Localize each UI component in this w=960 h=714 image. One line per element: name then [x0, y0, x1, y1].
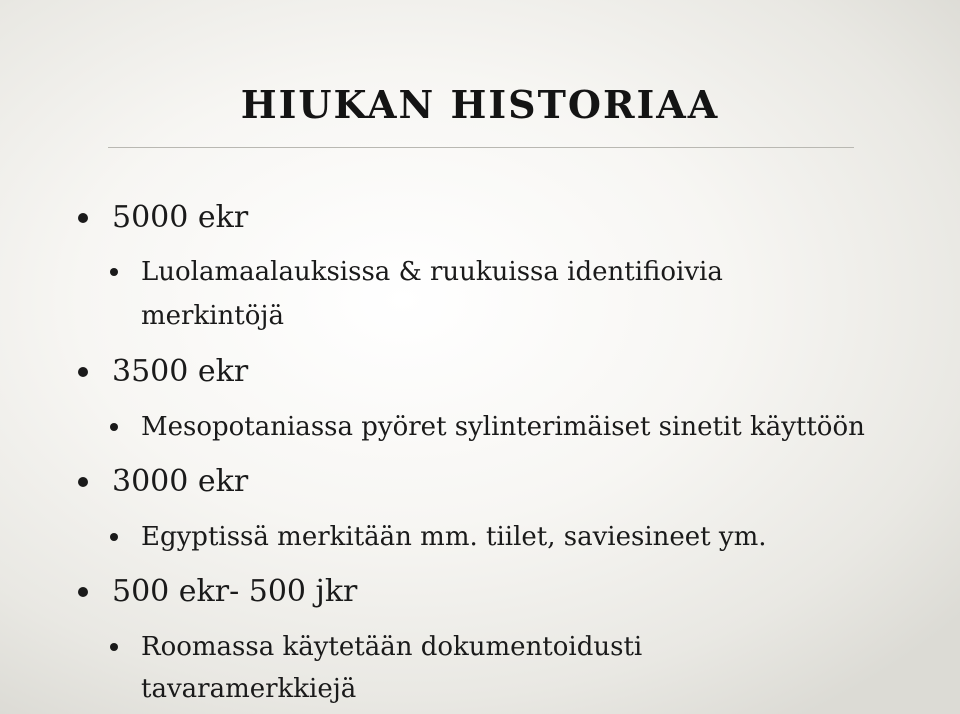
bullet-dot-icon [78, 587, 88, 597]
sub-bullet-5000-line-2: merkintöjä [141, 301, 284, 331]
bullet-3000-ekr: 3000 ekr [112, 464, 249, 499]
sub-bullet-500-line-2: tavaramerkkiejä [141, 674, 357, 704]
bullet-3500-ekr: 3500 ekr [112, 354, 249, 389]
sub-bullet-3500-line-1: Mesopotaniassa pyöret sylinterimäiset sinetit käyttöön [141, 412, 865, 442]
sub-bullet-dot-icon [110, 643, 118, 651]
bullet-dot-icon [78, 367, 88, 377]
bullet-5000-ekr: 5000 ekr [112, 200, 249, 235]
sub-bullet-dot-icon [110, 268, 118, 276]
sub-bullet-dot-icon [110, 423, 118, 431]
sub-bullet-dot-icon [110, 533, 118, 541]
sub-bullet-500-line-1: Roomassa käytetään dokumentoidusti [141, 632, 643, 662]
sub-bullet-5000-line-1: Luolamaalauksissa & ruukuissa identifioivia [141, 257, 723, 287]
bullet-dot-icon [78, 477, 88, 487]
bullet-dot-icon [78, 213, 88, 223]
sub-bullet-3000-line-1: Egyptissä merkitään mm. tiilet, saviesineet ym. [141, 522, 767, 552]
bullet-500-ekr-500-jkr: 500 ekr- 500 jkr [112, 574, 358, 609]
slide-title: HIUKAN HISTORIAA [240, 82, 720, 127]
